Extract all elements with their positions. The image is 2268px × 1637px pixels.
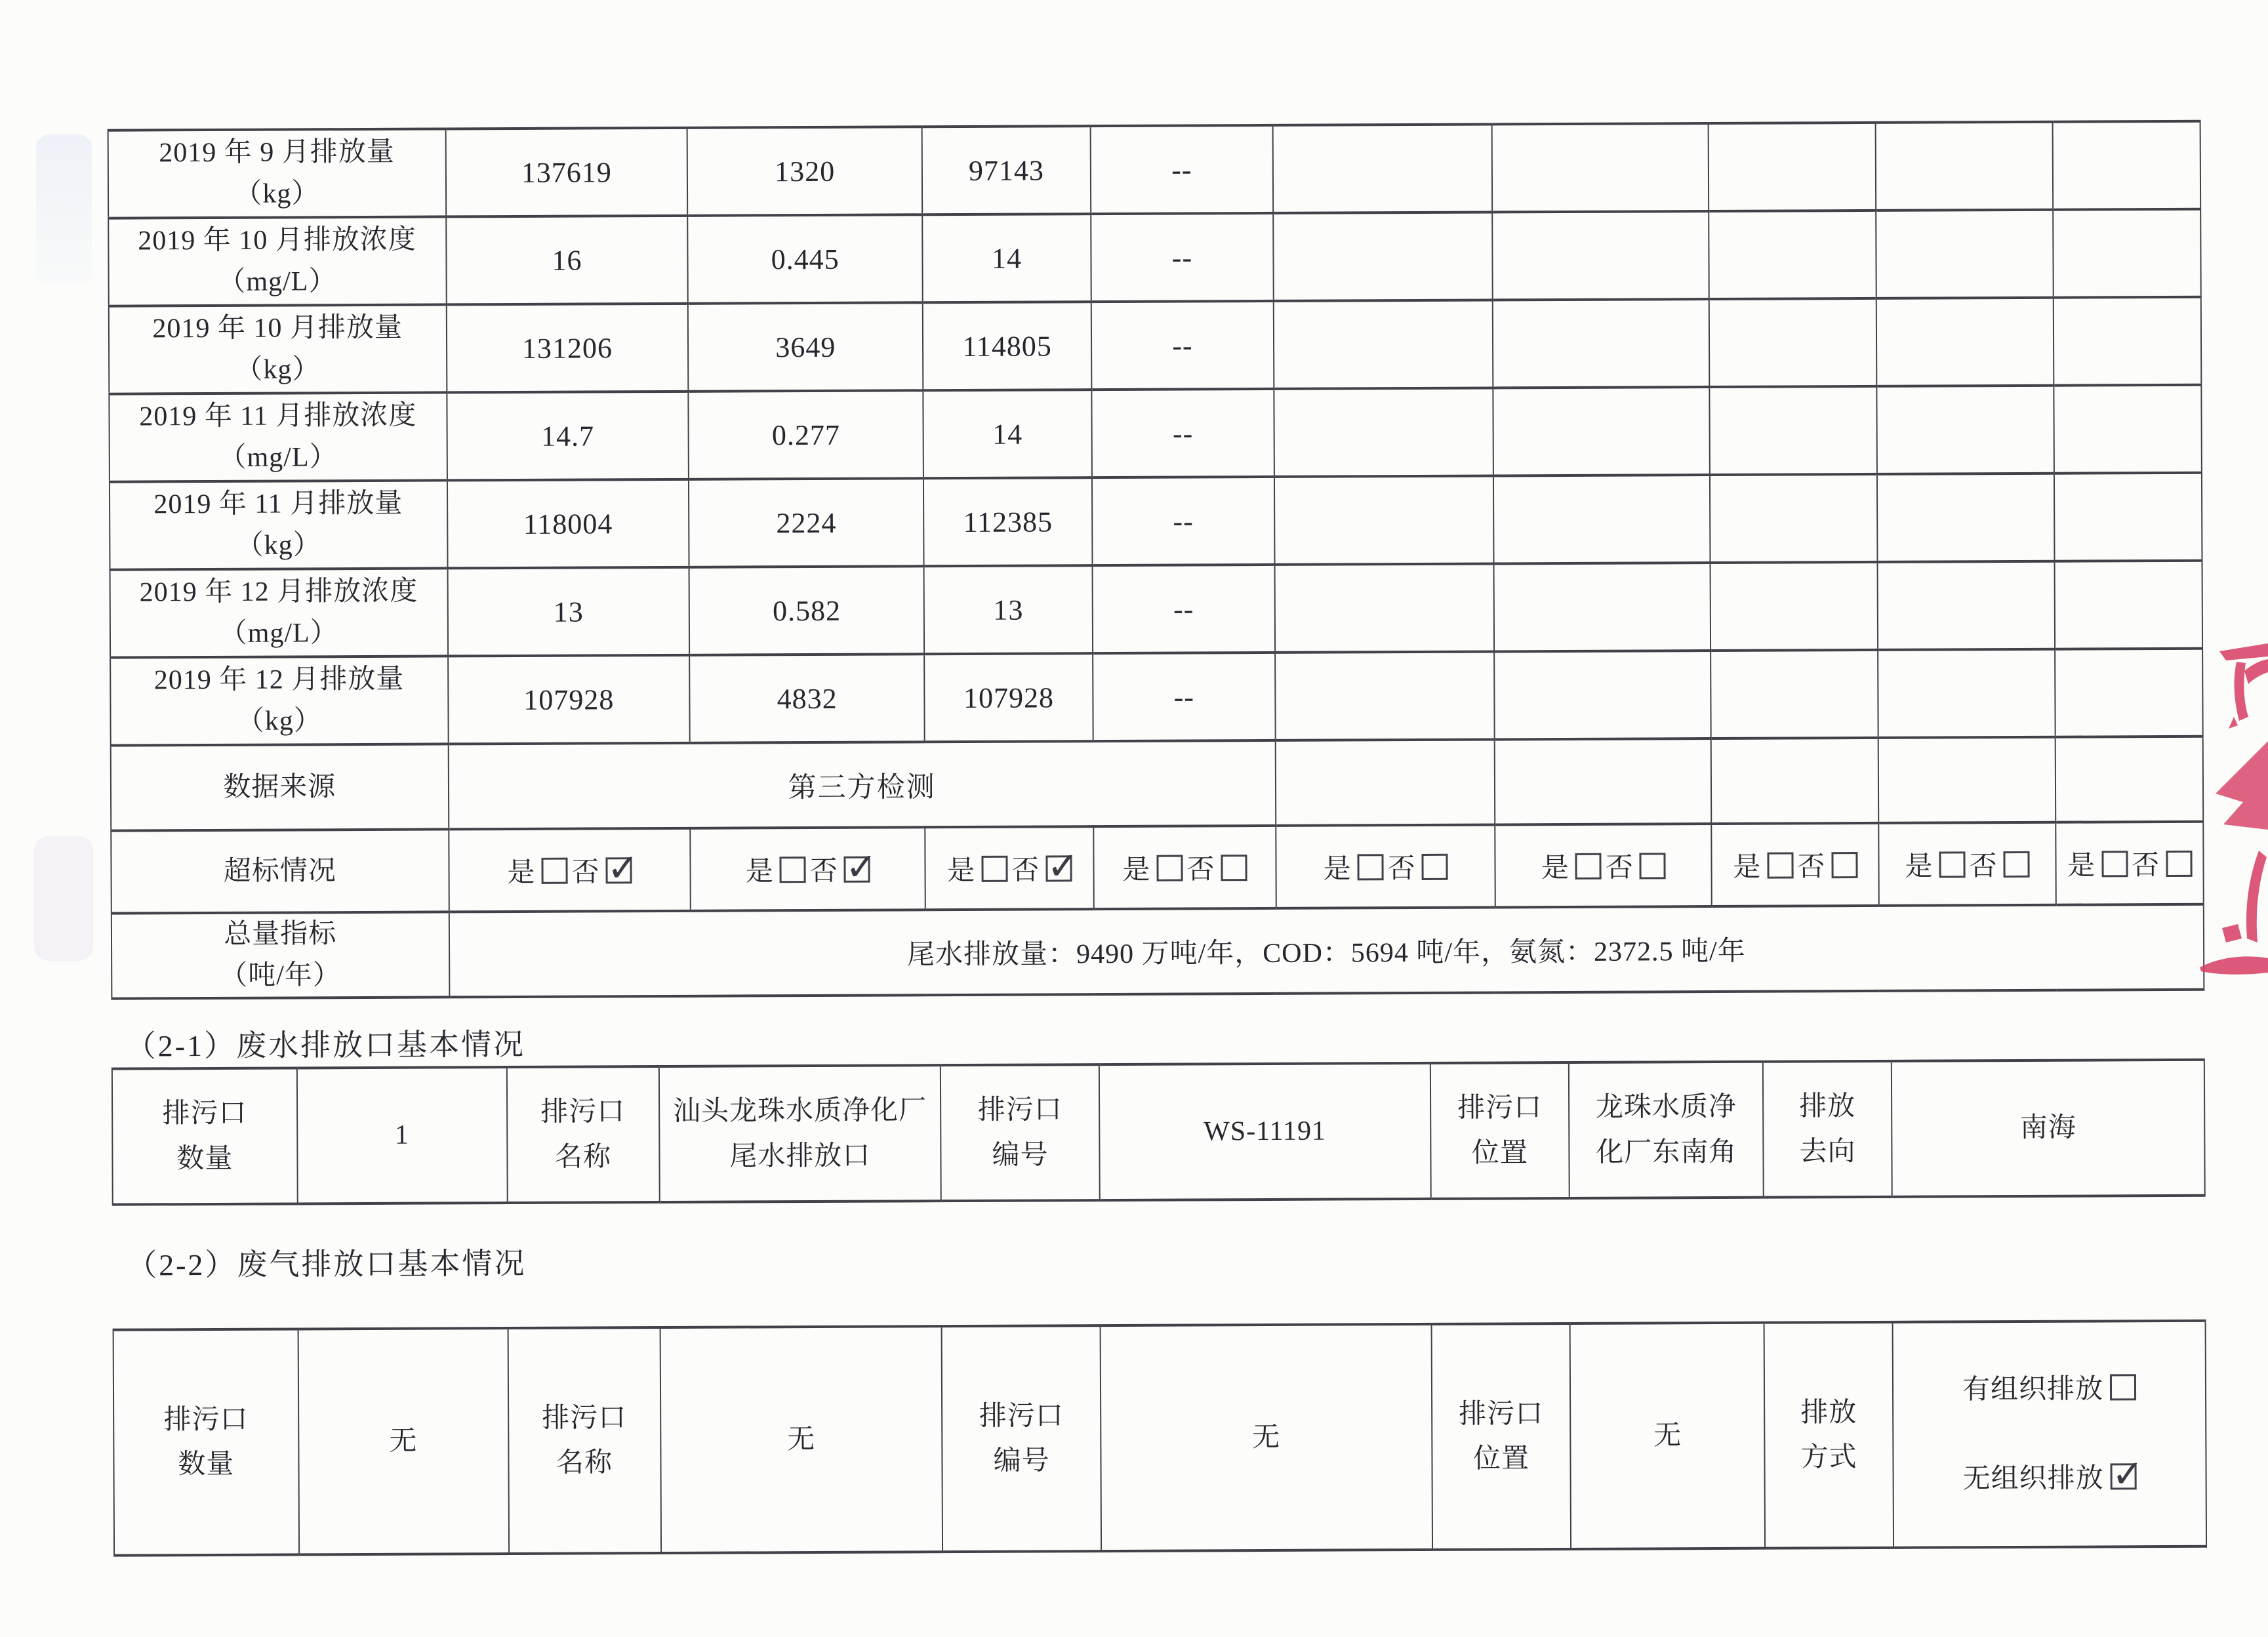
- table-row: [113, 1321, 2206, 1556]
- exceed-cell: [2055, 822, 2204, 905]
- outlet-name-value: 无: [660, 1326, 942, 1553]
- yes-checkbox: [541, 858, 567, 884]
- yes-checkbox: [780, 857, 806, 883]
- value-cell: --: [1093, 565, 1275, 653]
- row-label: 2019 年 10 月排放浓度 （mg/L）: [108, 216, 446, 306]
- value-cell: 0.277: [689, 390, 923, 479]
- empty-cell: [1274, 563, 1494, 652]
- empty-cell: [1495, 738, 1711, 824]
- empty-cell: [1711, 562, 1878, 651]
- organized-discharge-option: [1897, 1367, 2201, 1413]
- row-label: 2019 年 10 月排放量 （kg）: [109, 304, 447, 394]
- discharge-mode-label: 排放 方式: [1764, 1322, 1893, 1548]
- empty-cell: [1274, 388, 1493, 476]
- table-row: [112, 1060, 2205, 1205]
- no-checkbox: [1831, 852, 1857, 878]
- yes-label: 是: [1541, 853, 1569, 884]
- unorganized-discharge-checkbox: [2111, 1463, 2137, 1489]
- empty-cell: [1877, 386, 2054, 474]
- no-checkbox: [2004, 851, 2030, 878]
- empty-cell: [1273, 212, 1493, 300]
- exceed-label: 超标情况: [111, 829, 449, 913]
- table-row: [110, 473, 2202, 570]
- exceed-cell: [1276, 824, 1495, 908]
- section-2-2-heading: （2-2）废气排放口基本情况: [127, 1246, 527, 1282]
- empty-cell: [1493, 299, 1709, 388]
- no-label: 否: [1969, 851, 1997, 882]
- exceed-cell: [691, 827, 925, 911]
- discharge-mode-value: [1893, 1321, 2206, 1548]
- no-label: 否: [2131, 851, 2160, 881]
- empty-cell: [1272, 124, 1492, 212]
- value-cell: 14.7: [447, 392, 689, 481]
- no-label: 否: [1387, 854, 1415, 885]
- yes-label: 是: [1905, 851, 1933, 882]
- no-label: 否: [571, 857, 599, 888]
- no-label: 否: [1011, 855, 1040, 886]
- row-label: 2019 年 9 月排放量 （kg）: [108, 129, 446, 218]
- no-checkbox: [1221, 855, 1247, 881]
- empty-cell: [1709, 298, 1876, 387]
- discharge-direction-label: 排放 去向: [1763, 1061, 1892, 1198]
- outlet-count-value: 1: [297, 1067, 508, 1203]
- unorganized-discharge-option: [1898, 1456, 2202, 1502]
- value-cell: 2224: [689, 478, 923, 567]
- outlet-count-label: 排污口 数量: [112, 1068, 298, 1204]
- organized-discharge-label: 有组织排放: [1962, 1374, 2104, 1405]
- red-seal-fragment-icon: [2191, 639, 2268, 987]
- value-cell: 16: [446, 216, 688, 305]
- empty-cell: [1495, 651, 1711, 739]
- row-label: 2019 年 11 月排放浓度 （mg/L）: [109, 392, 447, 481]
- data-source-row: [111, 737, 2204, 831]
- empty-cell: [2053, 121, 2201, 210]
- section-2-1-heading: （2-1）废水排放口基本情况: [125, 1027, 526, 1063]
- outlet-name-value: 汕头龙珠水质净化厂 尾水排放口: [658, 1065, 941, 1202]
- empty-cell: [1878, 649, 2055, 738]
- outlet-location-label: 排污口 位置: [1431, 1324, 1571, 1550]
- yes-checkbox: [1156, 855, 1183, 881]
- waste-gas-outlet-table: [113, 1320, 2207, 1557]
- total-quota-value: 尾水排放量：9490 万吨/年，COD：5694 吨/年，氨氮：2372.5 吨/年: [449, 904, 2204, 998]
- value-cell: 131206: [446, 304, 688, 393]
- value-cell: 137619: [445, 128, 687, 217]
- outlet-count-value: 无: [298, 1328, 508, 1555]
- empty-cell: [1274, 475, 1494, 564]
- yes-label: 是: [507, 857, 535, 889]
- empty-cell: [1878, 737, 2055, 823]
- value-cell: 0.445: [687, 214, 922, 304]
- empty-cell: [1709, 211, 1876, 299]
- no-label: 否: [1186, 855, 1215, 885]
- value-cell: --: [1093, 653, 1275, 741]
- no-checkbox: [1422, 854, 1448, 880]
- no-label: 否: [809, 856, 838, 887]
- value-cell: 0.582: [689, 566, 924, 655]
- table-row: [108, 121, 2201, 218]
- wastewater-outlet-table: [111, 1059, 2206, 1206]
- exceed-cell: [1495, 824, 1712, 907]
- exceed-cell: [1878, 822, 2055, 906]
- outlet-location-value: 无: [1570, 1323, 1765, 1549]
- empty-cell: [1711, 738, 1878, 824]
- unorganized-discharge-label: 无组织排放: [1962, 1463, 2104, 1495]
- empty-cell: [2054, 385, 2202, 474]
- empty-cell: [1876, 122, 2053, 211]
- outlet-code-value: WS-11191: [1099, 1063, 1431, 1200]
- value-cell: 97143: [922, 126, 1091, 214]
- yes-checkbox: [1575, 853, 1602, 879]
- value-cell: 4832: [689, 654, 924, 743]
- no-label: 否: [1605, 853, 1634, 883]
- empty-cell: [2054, 473, 2202, 561]
- exceed-cell: [1712, 823, 1879, 906]
- yes-checkbox: [1767, 852, 1793, 878]
- yes-label: 是: [947, 855, 975, 887]
- row-label: 2019 年 12 月排放量 （kg）: [110, 656, 448, 745]
- no-label: 否: [1797, 852, 1825, 883]
- empty-cell: [1877, 474, 2054, 562]
- outlet-count-label: 排污口 数量: [113, 1329, 299, 1555]
- empty-cell: [1493, 211, 1709, 300]
- yes-label: 是: [745, 857, 773, 887]
- outlet-code-label: 排污口 编号: [941, 1064, 1100, 1201]
- value-cell: 3649: [688, 302, 923, 392]
- row-label: 2019 年 11 月排放量 （kg）: [110, 480, 447, 569]
- outlet-code-label: 排污口 编号: [942, 1325, 1101, 1552]
- yes-label: 是: [2067, 851, 2096, 881]
- row-label: 2019 年 12 月排放浓度 （mg/L）: [110, 568, 448, 657]
- value-cell: 118004: [447, 479, 689, 569]
- empty-cell: [1876, 298, 2054, 386]
- no-checkbox: [844, 857, 870, 883]
- no-checkbox: [1640, 853, 1666, 879]
- value-cell: 14: [923, 390, 1092, 478]
- empty-cell: [2055, 561, 2203, 649]
- yes-checkbox: [981, 856, 1007, 882]
- value-cell: 13: [447, 567, 689, 657]
- total-quota-row: [111, 904, 2204, 999]
- empty-cell: [1494, 563, 1711, 651]
- yes-label: 是: [1323, 854, 1351, 885]
- emissions-table: [108, 120, 2205, 1000]
- yes-checkbox: [2101, 851, 2128, 877]
- yes-checkbox: [1939, 851, 1966, 878]
- empty-cell: [1276, 739, 1495, 825]
- outlet-name-label: 排污口 名称: [508, 1327, 660, 1554]
- outlet-name-label: 排污口 名称: [506, 1066, 659, 1203]
- value-cell: 1320: [687, 127, 922, 216]
- discharge-direction-value: 南海: [1892, 1060, 2205, 1197]
- value-cell: 114805: [923, 302, 1091, 390]
- table-row: [109, 297, 2202, 394]
- yes-label: 是: [1733, 852, 1761, 883]
- empty-cell: [1710, 386, 1877, 475]
- outlet-code-value: 无: [1101, 1324, 1432, 1551]
- outlet-location-label: 排污口 位置: [1430, 1062, 1570, 1199]
- value-cell: 112385: [923, 477, 1092, 566]
- yes-label: 是: [1122, 855, 1150, 885]
- empty-cell: [1709, 123, 1876, 211]
- table-row: [109, 385, 2202, 482]
- table-row: [108, 209, 2201, 306]
- empty-cell: [2055, 737, 2204, 822]
- yes-checkbox: [1358, 854, 1384, 880]
- organized-discharge-checkbox: [2110, 1374, 2136, 1400]
- value-cell: --: [1091, 213, 1273, 302]
- table-row: [110, 561, 2203, 658]
- value-cell: 107928: [448, 655, 690, 744]
- value-cell: 14: [922, 214, 1091, 302]
- no-checkbox: [2166, 851, 2192, 877]
- outlet-location-value: 龙珠水质净 化厂东南角: [1569, 1062, 1764, 1198]
- no-checkbox: [605, 857, 632, 883]
- exceed-cell: [1093, 826, 1276, 909]
- empty-cell: [1876, 210, 2053, 298]
- value-cell: --: [1092, 477, 1274, 565]
- empty-cell: [1274, 300, 1493, 388]
- value-cell: 13: [924, 565, 1093, 654]
- empty-cell: [1711, 650, 1878, 738]
- empty-cell: [2054, 297, 2202, 386]
- value-cell: --: [1091, 301, 1274, 390]
- exceed-cell: [449, 828, 691, 912]
- data-source-label: 数据来源: [111, 744, 449, 830]
- total-quota-label: 总量指标 （吨/年）: [111, 912, 449, 998]
- exceed-cell: [925, 826, 1093, 910]
- empty-cell: [2055, 649, 2203, 737]
- empty-cell: [1275, 651, 1495, 740]
- exceed-row: [111, 822, 2204, 914]
- value-cell: --: [1091, 389, 1274, 477]
- empty-cell: [1493, 475, 1710, 563]
- table-row: [110, 649, 2203, 746]
- data-source-value: 第三方检测: [448, 740, 1276, 830]
- value-cell: 107928: [924, 653, 1093, 742]
- value-cell: --: [1091, 125, 1273, 214]
- empty-cell: [1710, 474, 1877, 563]
- no-checkbox: [1045, 855, 1072, 881]
- empty-cell: [2053, 209, 2201, 298]
- empty-cell: [1493, 387, 1710, 475]
- empty-cell: [1492, 123, 1709, 212]
- empty-cell: [1878, 561, 2055, 650]
